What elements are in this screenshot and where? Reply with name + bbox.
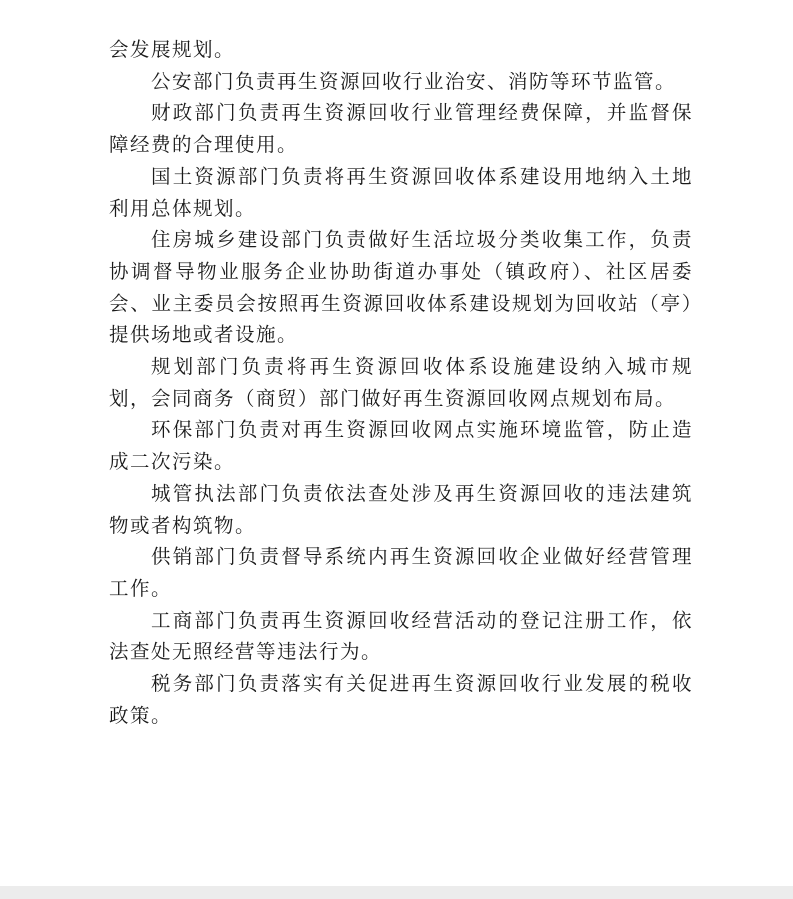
paragraph-environmental-protection: 环保部门负责对再生资源回收网点实施环境监管，防止造成二次污染。 <box>109 418 693 474</box>
paragraph-land-resources: 国土资源部门负责将再生资源回收体系建设用地纳入土地利用总体规划。 <box>109 164 693 220</box>
paragraph-taxation: 税务部门负责落实有关促进再生资源回收行业发展的税收政策。 <box>109 672 693 727</box>
paragraph-urban-management: 城管执法部门负责依法查处涉及再生资源回收的违法建筑物或者构筑物。 <box>109 481 693 537</box>
paragraph-supply-marketing: 供销部门负责督导系统内再生资源回收企业做好经营管理工作。 <box>109 545 693 600</box>
document-body <box>109 34 693 731</box>
paragraph-finance: 财政部门负责再生资源回收行业管理经费保障，并监督保障经费的合理使用。 <box>109 101 693 157</box>
paragraph-planning: 规划部门负责将再生资源回收体系设施建设纳入城市规划，会同商务（商贸）部门做好再生资源回收网点规划布局。 <box>109 355 693 410</box>
paragraph-industry-commerce: 工商部门负责再生资源回收经营活动的登记注册工作，依法查处无照经营等违法行为。 <box>109 608 693 664</box>
viewer-bottom-bar <box>0 886 793 899</box>
paragraph-public-security: 公安部门负责再生资源回收行业治安、消防等环节监管。 <box>151 69 677 93</box>
paragraph-continuation: 会发展规划。 <box>109 38 236 61</box>
paragraph-housing-construction: 住房城乡建设部门负责做好生活垃圾分类收集工作，负责协调督导物业服务企业协助街道办事处（镇政府）、社区居委会、业主委员会按照再生资源回收体系建设规划为回收站（亭）提供场地或者设施。 <box>109 228 693 347</box>
